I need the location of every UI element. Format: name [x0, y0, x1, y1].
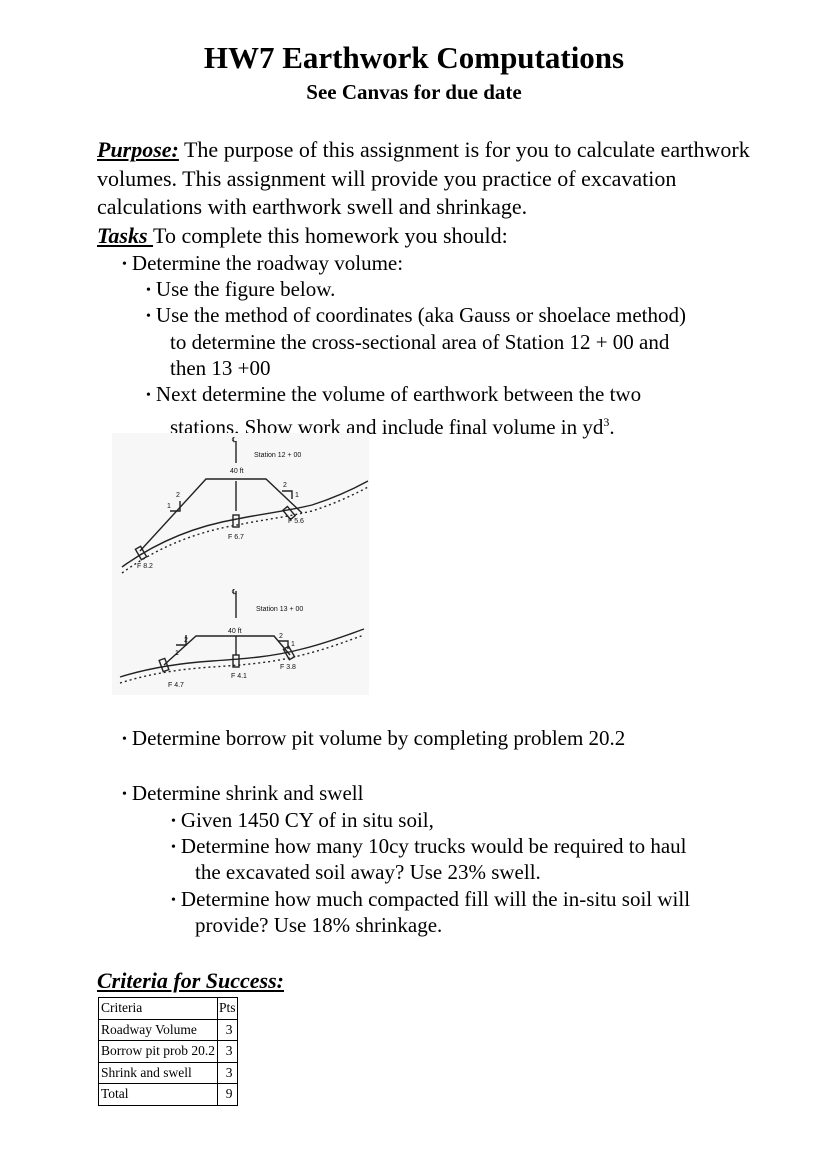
station2-fill-left: F 4.7: [168, 682, 184, 689]
station2-slope-right-run: 2: [279, 633, 283, 640]
centerline-label-2: ℄: [232, 589, 237, 596]
tasks-text: To complete this homework you should:: [153, 223, 508, 248]
station1-fill-left: F 8.2: [137, 563, 153, 570]
station1-slope-left-rise: 1: [167, 503, 171, 510]
row-criteria: Roadway Volume: [99, 1019, 218, 1041]
station2-label: Station 13 + 00: [256, 606, 304, 613]
page-title: HW7 Earthwork Computations: [203, 40, 625, 75]
bullet-coordinates-cont1: to determine the cross-sectional area of Station 12 + 00 and: [170, 330, 670, 354]
station2-slope-right-rise: 1: [291, 641, 295, 648]
bullet-compacted-fill: • Determine how much compacted fill will the in-situ soil will: [171, 886, 690, 916]
table-header-row: [99, 998, 238, 1020]
purpose-label: Purpose:: [97, 137, 179, 162]
bullet-compacted-fill-cont: provide? Use 18% shrinkage.: [195, 913, 443, 937]
criteria-heading: Criteria for Success:: [97, 968, 284, 993]
row-pts: 9: [218, 1084, 238, 1106]
bullet-given-soil: • Given 1450 CY of in situ soil,: [171, 807, 434, 837]
station2-slope-left-rise: 1: [175, 650, 179, 657]
bullet-shrink-swell: • Determine shrink and swell: [122, 780, 363, 810]
table-row: [99, 1062, 238, 1084]
row-pts: 3: [218, 1019, 238, 1041]
station1-label: Station 12 + 00: [254, 452, 302, 459]
purpose-text: The purpose of this assignment is for you to calculate earthwork volumes. This assignment will provide you practice of excavation calculations with earthwork swell and shrinkage.: [97, 137, 750, 219]
bullet-roadway: • Determine the roadway volume:: [122, 250, 403, 280]
station2-width: 40 ft: [228, 628, 242, 635]
bullet-coordinates: • Use the method of coordinates (aka Gauss or shoelace method): [146, 302, 686, 332]
row-criteria: Shrink and swell: [99, 1062, 218, 1084]
header-criteria: Criteria: [99, 998, 218, 1020]
bullet-volume-cont: stations. Show work and include final volume in $yd^3$.: [170, 415, 615, 439]
row-criteria: Total: [99, 1084, 218, 1106]
station1-width: 40 ft: [230, 468, 244, 475]
station1-fill-right: F 5.6: [288, 518, 304, 525]
criteria-table: [98, 997, 238, 1106]
table-row: [99, 1084, 238, 1106]
bullet-volume: • Next determine the volume of earthwork between the two: [146, 381, 641, 411]
purpose-paragraph: [97, 136, 757, 222]
station1-slope-right-rise: 1: [295, 492, 299, 499]
row-pts: 3: [218, 1041, 238, 1063]
table-row: [99, 1041, 238, 1063]
bullet-use-figure: • Use the figure below.: [146, 276, 335, 306]
tasks-paragraph: [97, 222, 757, 251]
bullet-coordinates-cont2: then 13 +00: [170, 356, 271, 380]
bullet-trucks-cont: the excavated soil away? Use 23% swell.: [195, 860, 541, 884]
row-criteria: Borrow pit prob 20.2: [99, 1041, 218, 1063]
station1-fill-center: F 6.7: [228, 534, 244, 541]
tasks-label: Tasks: [97, 223, 154, 248]
header-pts: Pts: [218, 998, 238, 1020]
bullet-borrow-pit: • Determine borrow pit volume by completing problem 20.2: [122, 725, 625, 755]
cross-section-figure: [112, 433, 369, 695]
station2-slope-left-run: 2: [184, 637, 188, 644]
station2-fill-right: F 3.8: [280, 664, 296, 671]
centerline-label-1: ℄: [232, 437, 237, 444]
bullet-trucks: • Determine how many 10cy trucks would be required to haul: [171, 833, 687, 863]
due-date-subtitle: See Canvas for due date: [306, 80, 522, 104]
row-pts: 3: [218, 1062, 238, 1084]
table-row: [99, 1019, 238, 1041]
station1-slope-left-run: 2: [176, 492, 180, 499]
station1-slope-right-run: 2: [283, 482, 287, 489]
station2-fill-center: F 4.1: [231, 673, 247, 680]
